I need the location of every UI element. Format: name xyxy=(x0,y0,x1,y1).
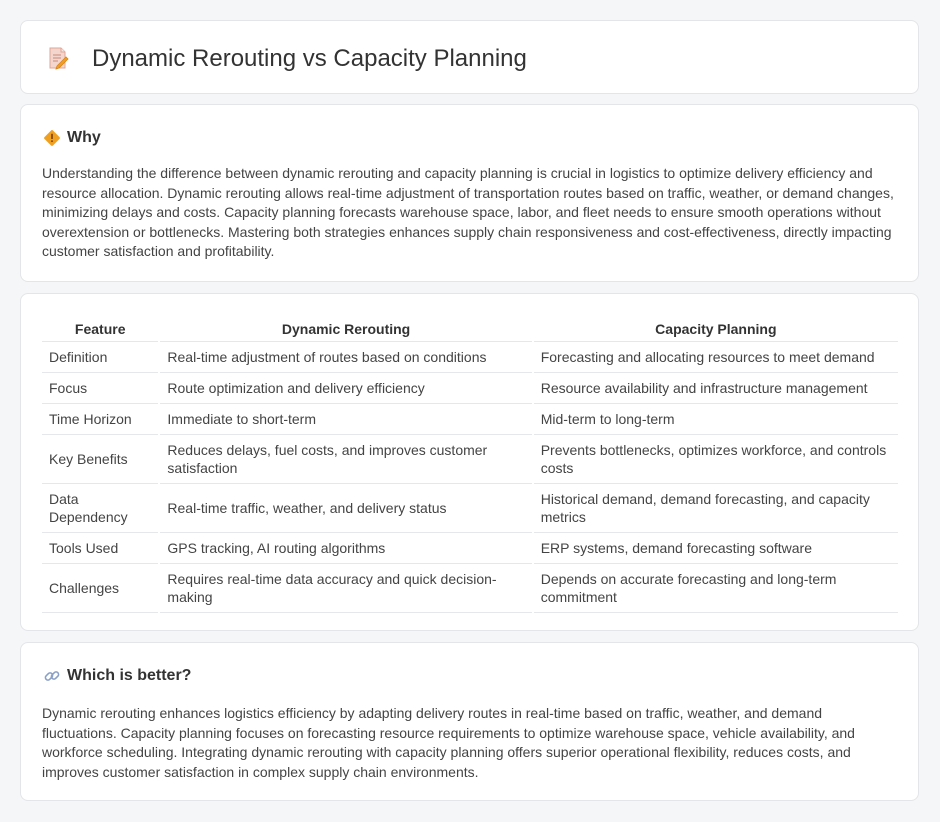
row-dynamic-rerouting: GPS tracking, AI routing algorithms xyxy=(160,533,531,564)
row-capacity-planning: Depends on accurate forecasting and long-term commitment xyxy=(534,564,898,613)
table-row xyxy=(42,484,898,533)
diamond-warning-icon xyxy=(43,129,61,147)
column-header-feature: Feature xyxy=(42,314,158,342)
table-row xyxy=(42,373,898,404)
row-feature: Tools Used xyxy=(42,533,158,564)
table-row xyxy=(42,404,898,435)
row-dynamic-rerouting: Real-time traffic, weather, and delivery status xyxy=(160,484,531,533)
column-header-capacity-planning: Capacity Planning xyxy=(534,314,898,342)
table-row xyxy=(42,342,898,373)
row-capacity-planning: Historical demand, demand forecasting, and capacity metrics xyxy=(534,484,898,533)
row-feature: Challenges xyxy=(42,564,158,613)
table-row xyxy=(42,435,898,484)
row-feature: Focus xyxy=(42,373,158,404)
link-icon xyxy=(43,667,61,685)
row-capacity-planning: Mid-term to long-term xyxy=(534,404,898,435)
row-feature: Definition xyxy=(42,342,158,373)
column-header-dynamic-rerouting: Dynamic Rerouting xyxy=(160,314,531,342)
row-feature: Time Horizon xyxy=(42,404,158,435)
why-title: Why xyxy=(67,129,101,146)
table-row xyxy=(42,533,898,564)
row-capacity-planning: Prevents bottlenecks, optimizes workforce, and controls costs xyxy=(534,435,898,484)
row-dynamic-rerouting: Requires real-time data accuracy and quick decision-making xyxy=(160,564,531,613)
why-text: Understanding the difference between dynamic rerouting and capacity planning is crucial in logistics to optimize delivery efficiency and resource allocation. Dynamic rerouting allows real-time adjustment of transportation routes based on traffic, weather, or demand changes, minimizing delays and costs. Capacity planning forecasts warehouse space, labor, and fleet needs to ensure smooth operations without overextension or bottlenecks. Mastering both strategies enhances supply chain responsiveness and cost-effectiveness, directly impacting customer satisfaction and profitability. xyxy=(42,165,894,260)
document-edit-icon xyxy=(47,46,69,70)
page-title: Dynamic Rerouting vs Capacity Planning xyxy=(92,45,527,72)
why-section xyxy=(20,104,919,282)
row-capacity-planning: ERP systems, demand forecasting software xyxy=(534,533,898,564)
which-is-better-title: Which is better? xyxy=(67,667,192,684)
comparison-table xyxy=(40,314,900,613)
row-feature: Key Benefits xyxy=(42,435,158,484)
row-dynamic-rerouting: Immediate to short-term xyxy=(160,404,531,435)
row-feature: Data Dependency xyxy=(42,484,158,533)
row-capacity-planning: Resource availability and infrastructure management xyxy=(534,373,898,404)
which-is-better-section xyxy=(20,642,919,801)
row-dynamic-rerouting: Route optimization and delivery efficiency xyxy=(160,373,531,404)
row-dynamic-rerouting: Real-time adjustment of routes based on conditions xyxy=(160,342,531,373)
header-card xyxy=(20,20,919,94)
comparison-card xyxy=(20,293,919,631)
row-capacity-planning: Forecasting and allocating resources to meet demand xyxy=(534,342,898,373)
which-is-better-text: Dynamic rerouting enhances logistics efficiency by adapting delivery routes in real-time based on traffic, weather, and demand fluctuations. Capacity planning focuses on forecasting resource requirements to optimize warehouse space, vehicle availability, and workforce scheduling. Integrating dynamic rerouting with capacity planning offers superior operational flexibility, reduces costs, and improves customer satisfaction in complex supply chain environments. xyxy=(42,705,855,780)
row-dynamic-rerouting: Reduces delays, fuel costs, and improves customer satisfaction xyxy=(160,435,531,484)
table-header-row xyxy=(42,314,898,342)
table-row xyxy=(42,564,898,613)
